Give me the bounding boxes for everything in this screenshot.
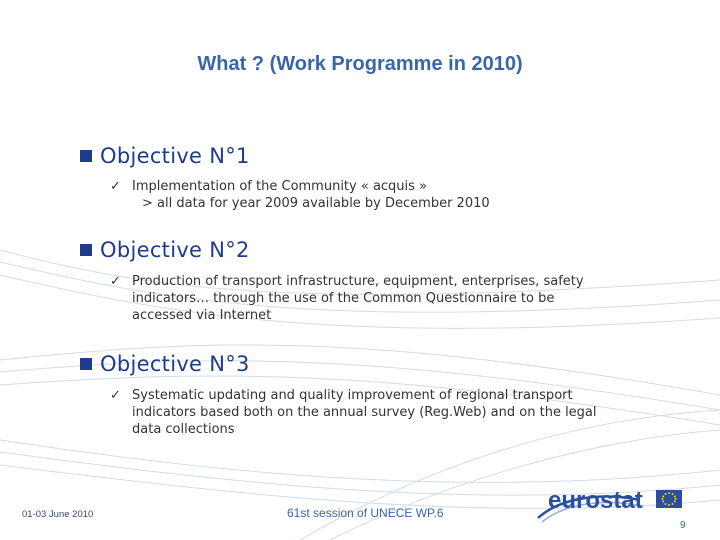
checkmark-icon: ✓	[110, 388, 121, 403]
objective-2-point	[110, 273, 630, 324]
objective-2-label: Objective N°2	[100, 238, 250, 262]
objective-3-line-3: data collections	[132, 422, 235, 437]
objective-2-line-3: accessed via Internet	[132, 308, 272, 323]
objective-3-point	[110, 387, 630, 438]
page-number: 9	[680, 520, 686, 531]
objective-3-line-2: indicators based both on the annual survey (Reg.Web) and on the legal	[132, 405, 597, 420]
objective-1-point	[110, 178, 630, 212]
objective-3-heading	[80, 352, 250, 376]
logo-text: eurostat	[548, 487, 643, 514]
checkmark-icon: ✓	[110, 274, 121, 289]
footer-session: 61st session of UNECE WP.6	[287, 506, 444, 520]
objective-1-point-continuation: > all data for year 2009 available by December 2010	[142, 196, 490, 211]
objective-2-heading	[80, 238, 250, 262]
footer-date: 01-03 June 2010	[22, 509, 94, 520]
eu-flag-icon	[656, 490, 682, 508]
eurostat-logo	[530, 478, 690, 528]
objective-3-label: Objective N°3	[100, 352, 250, 376]
objective-2-line-2: indicators… through the use of the Common Questionnaire to be	[132, 291, 555, 306]
objective-2-line-1: Production of transport infrastructure, equipment, enterprises, safety	[132, 274, 584, 289]
objective-1-label: Objective N°1	[100, 144, 250, 168]
checkmark-icon: ✓	[110, 179, 121, 194]
square-bullet-icon	[80, 358, 92, 370]
objective-1-point-text: Implementation of the Community « acquis »	[132, 179, 428, 194]
square-bullet-icon	[80, 150, 92, 162]
square-bullet-icon	[80, 244, 92, 256]
objective-1-heading	[80, 144, 250, 168]
slide-title: What ? (Work Programme in 2010)	[197, 53, 523, 75]
objective-3-line-1: Systematic updating and quality improvement of regional transport	[132, 388, 573, 403]
